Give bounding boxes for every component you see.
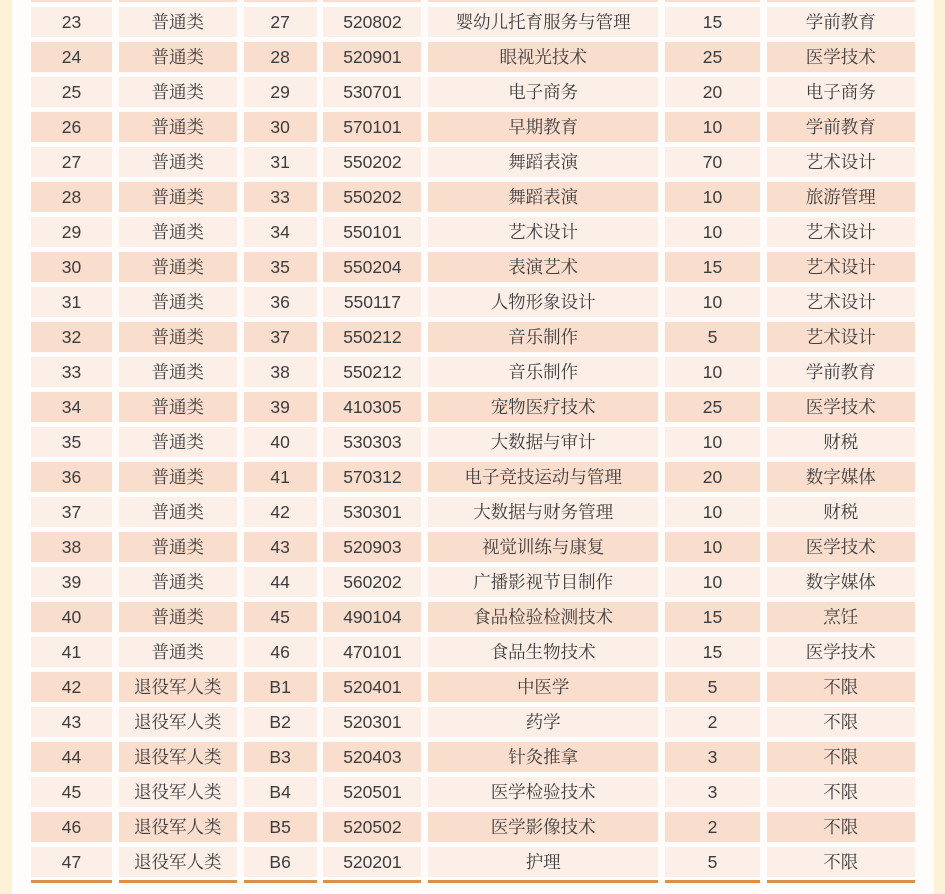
cell-quota: 5 <box>665 322 760 352</box>
cell-seq: 38 <box>31 532 112 562</box>
cell-category: 退役军人类 <box>119 777 237 807</box>
cell-major-name: 音乐制作 <box>428 357 658 387</box>
table-row <box>31 567 915 597</box>
cell-major-code: 550101 <box>323 217 421 247</box>
cell-plan-no: 31 <box>244 147 317 177</box>
cell-exam-group: 数字媒体 <box>767 567 915 597</box>
cell-exam-group: 旅游管理 <box>767 182 915 212</box>
left-margin-strip <box>0 0 12 894</box>
cell-quota: 70 <box>665 147 760 177</box>
table-row <box>31 672 915 702</box>
table-row <box>31 637 915 667</box>
cell-exam-group: 财税 <box>767 497 915 527</box>
cell-exam-group: 财税 <box>767 427 915 457</box>
underline-segment <box>119 880 237 883</box>
cell-category: 普通类 <box>119 602 237 632</box>
cell-major-name: 食品检验检测技术 <box>428 602 658 632</box>
cell-plan-no: 43 <box>244 532 317 562</box>
cell-major-name: 早期教育 <box>428 112 658 142</box>
cell-plan-no: 40 <box>244 427 317 457</box>
cell-major-name: 音乐制作 <box>428 322 658 352</box>
cell-category: 退役军人类 <box>119 812 237 842</box>
table-row <box>31 112 915 142</box>
cell-seq: 47 <box>31 847 112 877</box>
cell-major-code: 550212 <box>323 357 421 387</box>
sliver-segment <box>767 0 915 2</box>
cell-exam-group: 学前教育 <box>767 357 915 387</box>
cell-major-name: 医学影像技术 <box>428 812 658 842</box>
cell-major-code: 560202 <box>323 567 421 597</box>
cell-quota: 10 <box>665 112 760 142</box>
cell-category: 普通类 <box>119 112 237 142</box>
cell-exam-group: 数字媒体 <box>767 462 915 492</box>
cell-major-code: 570312 <box>323 462 421 492</box>
cell-plan-no: 42 <box>244 497 317 527</box>
cell-seq: 36 <box>31 462 112 492</box>
cell-plan-no: 41 <box>244 462 317 492</box>
cell-exam-group: 烹饪 <box>767 602 915 632</box>
cell-exam-group: 不限 <box>767 742 915 772</box>
cell-seq: 42 <box>31 672 112 702</box>
cell-plan-no: 34 <box>244 217 317 247</box>
cell-category: 退役军人类 <box>119 742 237 772</box>
table-row <box>31 217 915 247</box>
underline-segment <box>323 880 421 883</box>
table-row <box>31 392 915 422</box>
sliver-segment <box>665 0 760 2</box>
cell-major-code: 550117 <box>323 287 421 317</box>
table-row <box>31 847 915 877</box>
cell-major-name: 舞蹈表演 <box>428 147 658 177</box>
cell-plan-no: 35 <box>244 252 317 282</box>
cell-plan-no: B4 <box>244 777 317 807</box>
cell-major-code: 490104 <box>323 602 421 632</box>
cell-major-code: 550212 <box>323 322 421 352</box>
cell-exam-group: 不限 <box>767 672 915 702</box>
cell-category: 普通类 <box>119 392 237 422</box>
cell-major-name: 艺术设计 <box>428 217 658 247</box>
cell-exam-group: 艺术设计 <box>767 252 915 282</box>
sliver-segment <box>323 0 421 2</box>
cell-exam-group: 不限 <box>767 812 915 842</box>
table-row <box>31 42 915 72</box>
table-row <box>31 427 915 457</box>
cell-category: 普通类 <box>119 217 237 247</box>
cell-major-code: 520403 <box>323 742 421 772</box>
cell-major-name: 食品生物技术 <box>428 637 658 667</box>
cell-major-name: 中医学 <box>428 672 658 702</box>
cell-exam-group: 医学技术 <box>767 532 915 562</box>
cell-category: 普通类 <box>119 357 237 387</box>
cell-seq: 35 <box>31 427 112 457</box>
cell-major-name: 针灸推拿 <box>428 742 658 772</box>
cell-plan-no: B3 <box>244 742 317 772</box>
cell-major-code: 520501 <box>323 777 421 807</box>
cell-plan-no: 45 <box>244 602 317 632</box>
cell-plan-no: 33 <box>244 182 317 212</box>
cell-major-name: 视觉训练与康复 <box>428 532 658 562</box>
admission-plan-table <box>31 0 915 888</box>
cell-seq: 30 <box>31 252 112 282</box>
cell-quota: 10 <box>665 287 760 317</box>
table-row <box>31 287 915 317</box>
cell-major-name: 人物形象设计 <box>428 287 658 317</box>
cell-major-code: 520502 <box>323 812 421 842</box>
cell-exam-group: 医学技术 <box>767 42 915 72</box>
cell-quota: 10 <box>665 567 760 597</box>
cell-quota: 15 <box>665 602 760 632</box>
table-row <box>31 7 915 37</box>
cell-major-name: 广播影视节目制作 <box>428 567 658 597</box>
cell-major-code: 520903 <box>323 532 421 562</box>
cell-major-name: 舞蹈表演 <box>428 182 658 212</box>
cell-category: 普通类 <box>119 427 237 457</box>
cell-quota: 10 <box>665 532 760 562</box>
cell-major-code: 530301 <box>323 497 421 527</box>
cell-seq: 45 <box>31 777 112 807</box>
cell-plan-no: B2 <box>244 707 317 737</box>
cell-seq: 39 <box>31 567 112 597</box>
sliver-segment <box>119 0 237 2</box>
cell-exam-group: 电子商务 <box>767 77 915 107</box>
cell-major-code: 520401 <box>323 672 421 702</box>
table-row <box>31 462 915 492</box>
cell-quota: 25 <box>665 42 760 72</box>
cell-category: 普通类 <box>119 532 237 562</box>
cell-plan-no: B5 <box>244 812 317 842</box>
cell-exam-group: 艺术设计 <box>767 217 915 247</box>
cell-category: 退役军人类 <box>119 847 237 877</box>
underline-segment <box>767 880 915 883</box>
cell-major-name: 表演艺术 <box>428 252 658 282</box>
cell-category: 普通类 <box>119 147 237 177</box>
table-row <box>31 252 915 282</box>
cell-category: 普通类 <box>119 252 237 282</box>
cell-quota: 10 <box>665 357 760 387</box>
cell-quota: 10 <box>665 497 760 527</box>
cell-plan-no: 46 <box>244 637 317 667</box>
underline-segment <box>665 880 760 883</box>
cell-quota: 20 <box>665 462 760 492</box>
cell-plan-no: 37 <box>244 322 317 352</box>
cell-category: 普通类 <box>119 77 237 107</box>
cell-major-name: 电子竞技运动与管理 <box>428 462 658 492</box>
cell-major-code: 520201 <box>323 847 421 877</box>
cell-major-code: 550202 <box>323 147 421 177</box>
cell-exam-group: 艺术设计 <box>767 147 915 177</box>
underline-segment <box>428 880 658 883</box>
cell-category: 普通类 <box>119 182 237 212</box>
cell-quota: 15 <box>665 252 760 282</box>
cell-seq: 29 <box>31 217 112 247</box>
cell-quota: 15 <box>665 7 760 37</box>
cell-category: 普通类 <box>119 322 237 352</box>
cell-major-code: 520802 <box>323 7 421 37</box>
cell-major-name: 药学 <box>428 707 658 737</box>
cell-major-code: 530303 <box>323 427 421 457</box>
cell-seq: 31 <box>31 287 112 317</box>
table-row <box>31 812 915 842</box>
cell-quota: 10 <box>665 182 760 212</box>
table-row <box>31 497 915 527</box>
previous-row-sliver <box>31 0 915 2</box>
cell-seq: 26 <box>31 112 112 142</box>
cell-exam-group: 艺术设计 <box>767 287 915 317</box>
table-body <box>31 7 915 877</box>
cell-seq: 37 <box>31 497 112 527</box>
cell-exam-group: 医学技术 <box>767 392 915 422</box>
cell-seq: 44 <box>31 742 112 772</box>
cell-exam-group: 医学技术 <box>767 637 915 667</box>
sliver-segment <box>31 0 112 2</box>
cell-seq: 25 <box>31 77 112 107</box>
cell-major-code: 550204 <box>323 252 421 282</box>
cell-plan-no: B6 <box>244 847 317 877</box>
cell-quota: 5 <box>665 847 760 877</box>
cell-major-name: 医学检验技术 <box>428 777 658 807</box>
cell-seq: 34 <box>31 392 112 422</box>
underline-segment <box>31 880 112 883</box>
cell-major-code: 520301 <box>323 707 421 737</box>
sliver-segment <box>244 0 317 2</box>
cell-quota: 3 <box>665 777 760 807</box>
cell-category: 普通类 <box>119 7 237 37</box>
underline-segment <box>244 880 317 883</box>
cell-exam-group: 艺术设计 <box>767 322 915 352</box>
cell-quota: 10 <box>665 427 760 457</box>
table-row <box>31 532 915 562</box>
table-row <box>31 707 915 737</box>
cell-major-name: 电子商务 <box>428 77 658 107</box>
cell-seq: 33 <box>31 357 112 387</box>
cell-category: 普通类 <box>119 497 237 527</box>
cell-seq: 43 <box>31 707 112 737</box>
cell-quota: 15 <box>665 637 760 667</box>
cell-major-code: 520901 <box>323 42 421 72</box>
cell-seq: 28 <box>31 182 112 212</box>
cell-category: 普通类 <box>119 637 237 667</box>
cell-seq: 41 <box>31 637 112 667</box>
cell-major-code: 570101 <box>323 112 421 142</box>
table-row <box>31 182 915 212</box>
cell-plan-no: B1 <box>244 672 317 702</box>
cell-exam-group: 不限 <box>767 847 915 877</box>
cell-quota: 3 <box>665 742 760 772</box>
cell-quota: 25 <box>665 392 760 422</box>
cell-plan-no: 28 <box>244 42 317 72</box>
cell-major-code: 550202 <box>323 182 421 212</box>
table-row <box>31 322 915 352</box>
cell-plan-no: 44 <box>244 567 317 597</box>
cell-category: 退役军人类 <box>119 672 237 702</box>
cell-exam-group: 学前教育 <box>767 7 915 37</box>
cell-seq: 24 <box>31 42 112 72</box>
cell-seq: 23 <box>31 7 112 37</box>
cell-exam-group: 学前教育 <box>767 112 915 142</box>
cell-category: 普通类 <box>119 287 237 317</box>
table-row <box>31 77 915 107</box>
table-row <box>31 147 915 177</box>
cell-major-code: 530701 <box>323 77 421 107</box>
table-row <box>31 357 915 387</box>
cell-plan-no: 36 <box>244 287 317 317</box>
cell-plan-no: 39 <box>244 392 317 422</box>
cell-plan-no: 30 <box>244 112 317 142</box>
cell-category: 普通类 <box>119 42 237 72</box>
cell-seq: 27 <box>31 147 112 177</box>
cell-exam-group: 不限 <box>767 777 915 807</box>
table-row <box>31 777 915 807</box>
cell-major-name: 大数据与审计 <box>428 427 658 457</box>
cell-plan-no: 29 <box>244 77 317 107</box>
cell-quota: 2 <box>665 812 760 842</box>
cell-seq: 46 <box>31 812 112 842</box>
cell-major-name: 宠物医疗技术 <box>428 392 658 422</box>
right-margin-strip <box>934 0 945 894</box>
cell-plan-no: 38 <box>244 357 317 387</box>
table-bottom-border <box>31 880 915 883</box>
cell-quota: 2 <box>665 707 760 737</box>
cell-major-name: 婴幼儿托育服务与管理 <box>428 7 658 37</box>
table-row <box>31 742 915 772</box>
cell-quota: 10 <box>665 217 760 247</box>
cell-major-name: 大数据与财务管理 <box>428 497 658 527</box>
cell-seq: 32 <box>31 322 112 352</box>
cell-major-name: 护理 <box>428 847 658 877</box>
cell-major-name: 眼视光技术 <box>428 42 658 72</box>
cell-plan-no: 27 <box>244 7 317 37</box>
cell-quota: 20 <box>665 77 760 107</box>
cell-category: 普通类 <box>119 462 237 492</box>
cell-seq: 40 <box>31 602 112 632</box>
sliver-segment <box>428 0 658 2</box>
cell-major-code: 410305 <box>323 392 421 422</box>
table-row <box>31 602 915 632</box>
cell-category: 普通类 <box>119 567 237 597</box>
cell-exam-group: 不限 <box>767 707 915 737</box>
cell-quota: 5 <box>665 672 760 702</box>
cell-major-code: 470101 <box>323 637 421 667</box>
cell-category: 退役军人类 <box>119 707 237 737</box>
